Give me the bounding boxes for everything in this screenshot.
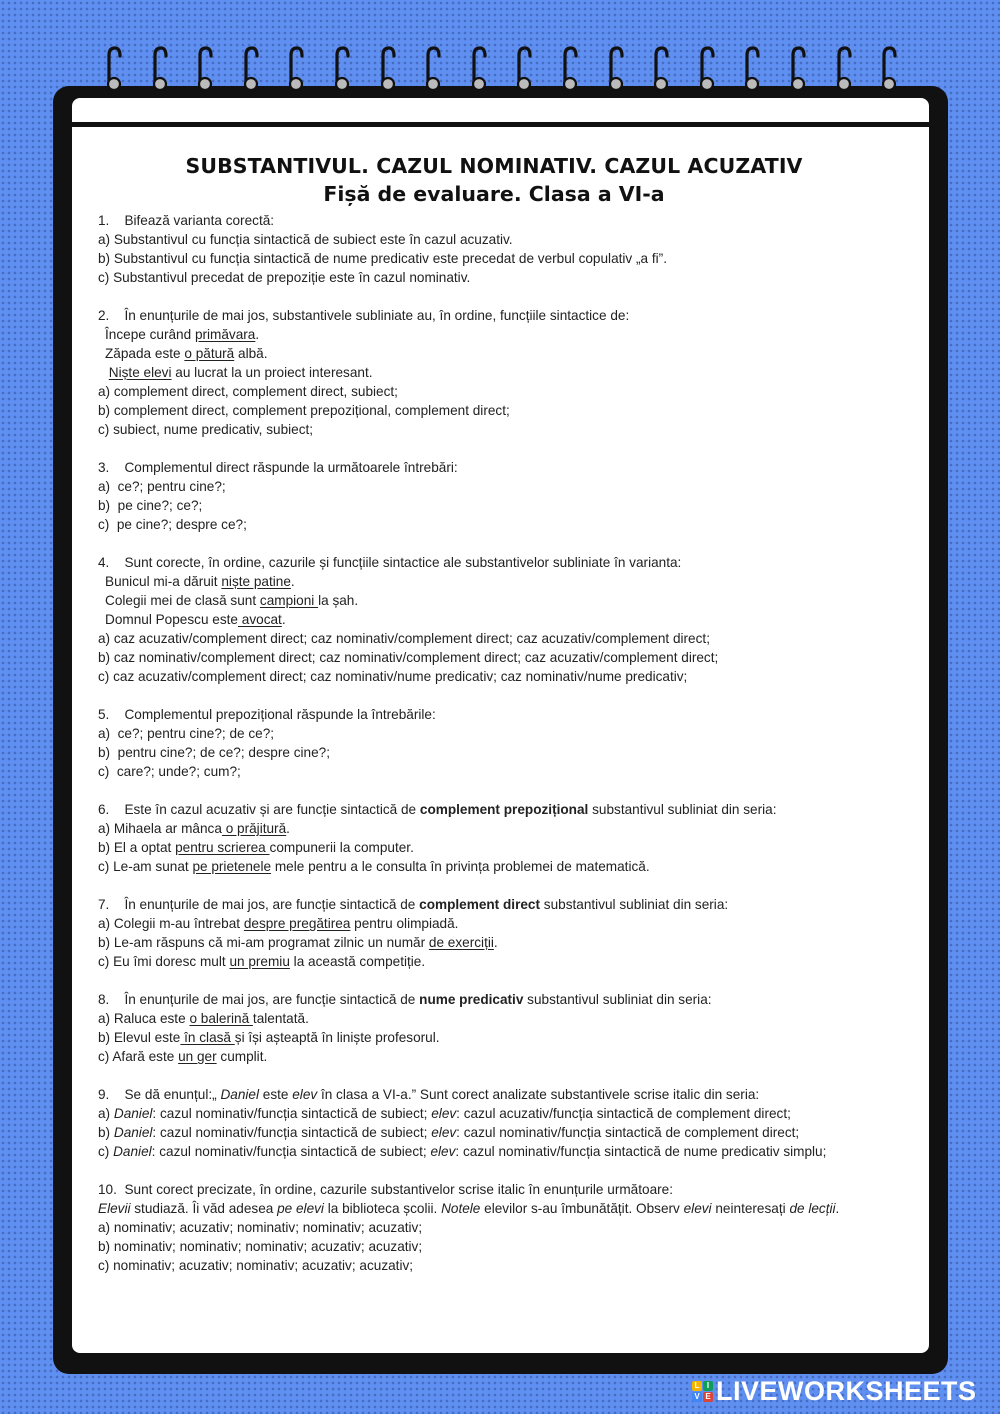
text: substantivul subliniat din seria:	[523, 992, 712, 1007]
text: substantivul subliniat din seria:	[588, 802, 777, 817]
text: a) Colegii m-au întrebat	[98, 916, 244, 931]
option-a[interactable]: a) nominativ; acuzativ; nominativ; nominativ; acuzativ;	[98, 1220, 423, 1235]
option-a[interactable]	[98, 914, 898, 933]
text: neinteresați	[711, 1201, 790, 1216]
logo-text: LIVEWORKSHEETS	[716, 1375, 977, 1406]
text: 9. Se dă enunțul:„	[98, 1087, 221, 1102]
text: c) Eu îmi doresc mult	[98, 954, 230, 969]
question-stem: 1. Bifează varianta corectă:	[98, 213, 275, 228]
text: b)	[98, 1125, 114, 1140]
question-3	[98, 458, 898, 534]
underlined-word: o pătură	[184, 346, 235, 361]
text: a) Mihaela ar mânca	[98, 821, 222, 836]
italic-word: elev	[431, 1125, 457, 1140]
text: .	[286, 821, 290, 836]
question-stem: 4. Sunt corecte, în ordine, cazurile și funcțiile sintactice ale substantivelor subliniate în varianta:	[98, 555, 682, 570]
text: 8. În enunțurile de mai jos, are funcție sintactică de	[98, 992, 420, 1007]
text: : cazul nominativ/funcția sintactică de nume predicativ simplu;	[455, 1144, 827, 1159]
example-sentence	[98, 572, 898, 591]
text: la această competiție.	[289, 954, 426, 969]
option-c[interactable]	[98, 1142, 898, 1161]
spiral-ring-icon	[149, 44, 171, 94]
underlined-word: de exerciții	[428, 935, 494, 950]
text: c) Le-am sunat	[98, 859, 193, 874]
underlined-word: primăvara	[194, 327, 256, 342]
logo-mark-icon	[692, 1381, 713, 1402]
example-text	[98, 1199, 898, 1218]
text: au lucrat la un proiect interesant.	[171, 365, 373, 380]
spiral-ring-icon	[696, 44, 718, 94]
underlined-word: pe prietenele	[192, 859, 272, 874]
example-sentence	[98, 363, 898, 382]
underlined-word: niște patine	[221, 574, 291, 589]
option-a[interactable]: a) ce?; pentru cine?; de ce?;	[98, 726, 275, 741]
option-b[interactable]	[98, 1123, 898, 1142]
question-2	[98, 306, 898, 439]
text: Începe curând	[105, 327, 195, 342]
spiral-ring-icon	[103, 44, 125, 94]
option-a[interactable]	[98, 819, 898, 838]
underlined-word: o prăjitură	[221, 821, 287, 836]
spiral-ring-icon	[559, 44, 581, 94]
italic-word: de lecții	[789, 1201, 836, 1216]
italic-word: Notele	[441, 1201, 481, 1216]
question-8	[98, 990, 898, 1066]
spiral-ring-icon	[513, 44, 535, 94]
text: în clasa a VI-a.” Sunt corect analizate substantivele scrise italic din seria:	[317, 1087, 760, 1102]
page-title: SUBSTANTIVUL. CAZUL NOMINATIV. CAZUL ACUZATIV	[185, 154, 803, 178]
text: 7. În enunțurile de mai jos, are funcție sintactică de	[98, 897, 420, 912]
text: substantivul subliniat din seria:	[540, 897, 729, 912]
italic-word: elev	[430, 1144, 456, 1159]
text: b) Le-am răspuns că mi-am programat zilnic un număr	[98, 935, 429, 950]
text: mele pentru a le consulta în privința problemei de matematică.	[271, 859, 650, 874]
text: c)	[98, 1144, 114, 1159]
option-b[interactable]: b) caz nominativ/complement direct; caz nominativ/complement direct; caz acuzativ/complement direct;	[98, 650, 719, 665]
underlined-word: despre pregătirea	[243, 916, 351, 931]
text: pentru olimpiadă.	[350, 916, 459, 931]
page-top-divider	[72, 122, 929, 127]
option-a[interactable]	[98, 1009, 898, 1028]
text: Colegii mei de clasă sunt	[105, 593, 260, 608]
option-a[interactable]: a) Substantivul cu funcția sintactică de subiect este în cazul acuzativ.	[98, 232, 513, 247]
text: : cazul nominativ/funcția sintactică de complement direct;	[456, 1125, 800, 1140]
text: : cazul nominativ/funcția sintactică de subiect;	[152, 1125, 432, 1140]
option-c[interactable]: c) pe cine?; despre ce?;	[98, 517, 247, 532]
spiral-ring-icon	[285, 44, 307, 94]
italic-word: Daniel	[220, 1087, 259, 1102]
bold-term: complement direct	[419, 897, 541, 912]
question-4	[98, 553, 898, 686]
text: talentată.	[252, 1011, 309, 1026]
logo-letter: I	[703, 1381, 713, 1391]
spiral-ring-icon	[377, 44, 399, 94]
underlined-word: un ger	[178, 1049, 217, 1064]
spiral-ring-icon	[650, 44, 672, 94]
option-b[interactable]	[98, 1028, 898, 1047]
option-a[interactable]: a) caz acuzativ/complement direct; caz nominativ/complement direct; caz acuzativ/complement direct;	[98, 631, 710, 646]
question-stem: 5. Complementul prepozițional răspunde la întrebările:	[98, 707, 436, 722]
worksheet-content	[98, 152, 898, 1294]
spiral-ring-icon	[741, 44, 763, 94]
option-c[interactable]	[98, 952, 898, 971]
text: compunerii la computer.	[269, 840, 414, 855]
option-c[interactable]: c) Substantivul precedat de prepoziție este în cazul nominativ.	[98, 270, 471, 285]
spiral-ring-icon	[331, 44, 353, 94]
text: .	[255, 327, 260, 342]
option-b[interactable]: b) nominativ; nominativ; nominativ; acuzativ; acuzativ;	[98, 1239, 423, 1254]
underlined-word: campioni	[259, 593, 319, 608]
italic-word: elev	[292, 1087, 318, 1102]
text: studiază. Îi văd adesea	[130, 1201, 278, 1216]
option-b[interactable]: b) complement direct, complement prepozițional, complement direct;	[98, 403, 510, 418]
spiral-ring-icon	[605, 44, 627, 94]
question-6	[98, 800, 898, 876]
option-b[interactable]	[98, 933, 898, 952]
text: .	[493, 935, 498, 950]
option-c[interactable]: c) nominativ; acuzativ; nominativ; acuzativ; acuzativ;	[98, 1258, 414, 1273]
logo-letter: E	[703, 1392, 713, 1402]
text: b) Elevul este	[98, 1030, 181, 1045]
text: .	[281, 612, 286, 627]
option-a[interactable]: a) complement direct, complement direct, subiect;	[98, 384, 398, 399]
example-sentence	[98, 325, 898, 344]
question-10	[98, 1180, 898, 1275]
text: a)	[98, 1106, 114, 1121]
text: 6. Este în cazul acuzativ și are funcție sintactică de	[98, 802, 420, 817]
underlined-word: o balerină	[189, 1011, 253, 1026]
question-stem: 10. Sunt corect precizate, în ordine, cazurile substantivelor scrise italic în enunțurile următoare:	[98, 1182, 673, 1197]
text: Zăpada este	[105, 346, 185, 361]
italic-word: Daniel	[113, 1106, 153, 1121]
italic-word: pe elevi	[277, 1201, 324, 1216]
question-stem	[98, 895, 898, 914]
text: elevilor s-au îmbunătățit. Observ	[480, 1201, 684, 1216]
option-b[interactable]	[98, 838, 898, 857]
spiral-ring-icon	[422, 44, 444, 94]
text: b) El a optat	[98, 840, 176, 855]
question-stem: 2. În enunțurile de mai jos, substantivele subliniate au, în ordine, funcțiile sintactice de:	[98, 308, 630, 323]
text: la șah.	[318, 593, 359, 608]
italic-word: Daniel	[113, 1125, 153, 1140]
text: albă.	[234, 346, 268, 361]
spiral-ring-icon	[878, 44, 900, 94]
italic-word: elev	[431, 1106, 457, 1121]
option-b[interactable]: b) pe cine?; ce?;	[98, 498, 203, 513]
bold-term: complement prepozițional	[419, 802, 589, 817]
underlined-word: un premiu	[229, 954, 290, 969]
question-9	[98, 1085, 898, 1161]
option-c[interactable]: c) subiect, nume predicativ, subiect;	[98, 422, 314, 437]
spiral-ring-icon	[194, 44, 216, 94]
question-stem: 3. Complementul direct răspunde la următoarele întrebări:	[98, 460, 458, 475]
question-7	[98, 895, 898, 971]
question-stem	[98, 800, 898, 819]
italic-word: elevi	[683, 1201, 712, 1216]
option-a[interactable]	[98, 1104, 898, 1123]
question-stem	[98, 990, 898, 1009]
option-c[interactable]	[98, 1047, 898, 1066]
text: c) Afară este	[98, 1049, 179, 1064]
underlined-word: avocat	[238, 612, 282, 627]
italic-word: Daniel	[113, 1144, 152, 1159]
spiral-ring-icon	[787, 44, 809, 94]
option-c[interactable]	[98, 857, 898, 876]
text: .	[835, 1201, 840, 1216]
option-c[interactable]: c) caz acuzativ/complement direct; caz nominativ/nume predicativ; caz nominativ/nume predicativ;	[98, 669, 688, 684]
liveworksheets-logo[interactable]	[692, 1376, 977, 1406]
option-c[interactable]: c) care?; unde?; cum?;	[98, 764, 241, 779]
underlined-word: pentru scrierea	[175, 840, 270, 855]
option-b[interactable]: b) Substantivul cu funcția sintactică de nume predicativ este precedat de verbul copulativ „a fi”.	[98, 251, 667, 266]
question-1	[98, 211, 898, 287]
text: la biblioteca școlii.	[323, 1201, 442, 1216]
spiral-ring-icon	[468, 44, 490, 94]
underlined-word: în clasă	[180, 1030, 235, 1045]
spiral-ring-icon	[240, 44, 262, 94]
text: : cazul nominativ/funcția sintactică de subiect;	[151, 1144, 431, 1159]
bold-term: nume predicativ	[419, 992, 524, 1007]
text: cumplit.	[216, 1049, 268, 1064]
option-a[interactable]: a) ce?; pentru cine?;	[98, 479, 226, 494]
text: Domnul Popescu este	[105, 612, 238, 627]
example-sentence	[98, 591, 898, 610]
text: și își așteaptă în liniște profesorul.	[234, 1030, 440, 1045]
question-5	[98, 705, 898, 781]
logo-letter: V	[692, 1392, 702, 1402]
page-subtitle: Fișă de evaluare. Clasa a VI-a	[323, 182, 665, 206]
text: .	[290, 574, 295, 589]
text: este	[258, 1087, 293, 1102]
italic-word: Elevii	[98, 1201, 131, 1216]
text: : cazul acuzativ/funcția sintactică de complement direct;	[456, 1106, 791, 1121]
text: Bunicul mi-a dăruit	[105, 574, 222, 589]
text: : cazul nominativ/funcția sintactică de subiect;	[152, 1106, 432, 1121]
example-sentence	[98, 610, 898, 629]
option-b[interactable]: b) pentru cine?; de ce?; despre cine?;	[98, 745, 330, 760]
logo-letter: L	[692, 1381, 702, 1391]
text: a) Raluca este	[98, 1011, 190, 1026]
spiral-ring-icon	[833, 44, 855, 94]
question-stem	[98, 1085, 898, 1104]
example-sentence	[98, 344, 898, 363]
underlined-word: Niște elevi	[108, 365, 172, 380]
